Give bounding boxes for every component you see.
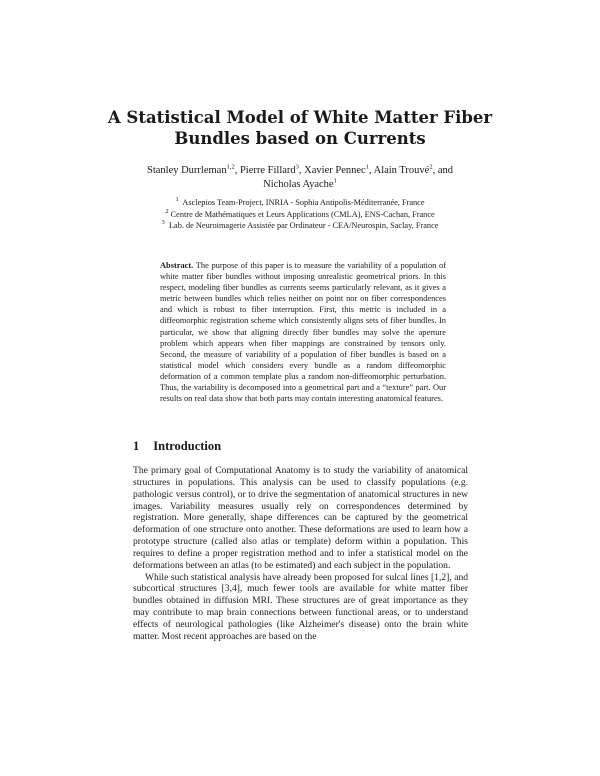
section-body — [133, 465, 468, 643]
abstract — [160, 260, 446, 404]
author: Alain Trouvé$^2$, and — [373, 163, 453, 176]
affiliation: $^3$ Lab. de Neuroimagerie Assistée par Ordinateur - CEA/Neurospin, Saclay, France — [161, 219, 439, 230]
affiliation-list — [100, 197, 500, 232]
author: Nicholas Ayache$^1$ — [263, 177, 337, 190]
section-title: Introduction — [153, 439, 222, 453]
author: Xavier Pennec$^1$, — [304, 163, 374, 176]
section-heading — [133, 439, 221, 454]
abstract-text: The purpose of this paper is to measure the variability of a population of white matter fiber bundles without imposing unrealistic geometrical priors. In this respect, modeling fiber bundles as currents seems particularly relevant, as it gives a metric between bundles which relies neither on point nor on fiber correspondences and which is robust to fiber interruption. First, this metric is included in a diffeomorphic registration scheme which consistently aligns sets of fiber bundles. In particular, we show that aligning directly fiber bundles may solve the aperture problem which appears when fiber mappings are constrained by tensors only. Second, the measure of variability of a population of fiber bundles is based on a statistical model which considers every bundle as a random diffeomorphic deformation of a common template plus a random non-diffeomorphic perturbation. Thus, the variability is decomposed into a geometrical part and a “texture” part. Our results on real data show that both parts may contain interesting anatomical features. — [160, 261, 446, 404]
author: Pierre Fillard$^3$, — [239, 163, 305, 176]
affiliation: $^1$ Asclepios Team-Project, INRIA - Sophia Antipolis-Méditerranée, France — [175, 196, 425, 207]
paragraph: While such statistical analysis have already been proposed for sulcal lines [1,2], and subcortical structures [3,4], much fewer tools are available for white matter fiber bundles obtained in diffusion MRI. These structures are of great importance as they may contribute to map brain connections between functional areas, or to understand effects of neurological pathologies (like Alzheimer's disease) onto the brain white matter. Most recent approaches are based on the — [133, 571, 468, 642]
author: Stanley Durrleman$^{1,2}$, — [146, 163, 240, 176]
section-number: 1 — [133, 439, 140, 453]
affiliation: $^2$ Centre de Mathématiques et Leurs Applications (CMLA), ENS-Cachan, France — [165, 207, 435, 219]
paper-title: A Statistical Model of White Matter Fiber Bundles based on Currents — [107, 108, 493, 148]
abstract-label: Abstract. — [160, 261, 194, 270]
author-list — [110, 164, 490, 192]
paragraph: The primary goal of Computational Anatomy is to study the variability of anatomical structures in populations. This analysis can be used to classify populations (e.g. pathologic versus control), or to drive the segmentation of anatomical structures in new images. Variability measures usually rely on correspondences determined by registration. More generally, shape differences can be captured by the geometrical deformation of one structure onto another. These deformations are used to learn how a prototype structure (called also atlas or template) deform within a population. This requires to define a proper registration method and to infer a statistical model on the deformations between an atlas (to be estimated) and each subject in the population. — [133, 465, 468, 571]
